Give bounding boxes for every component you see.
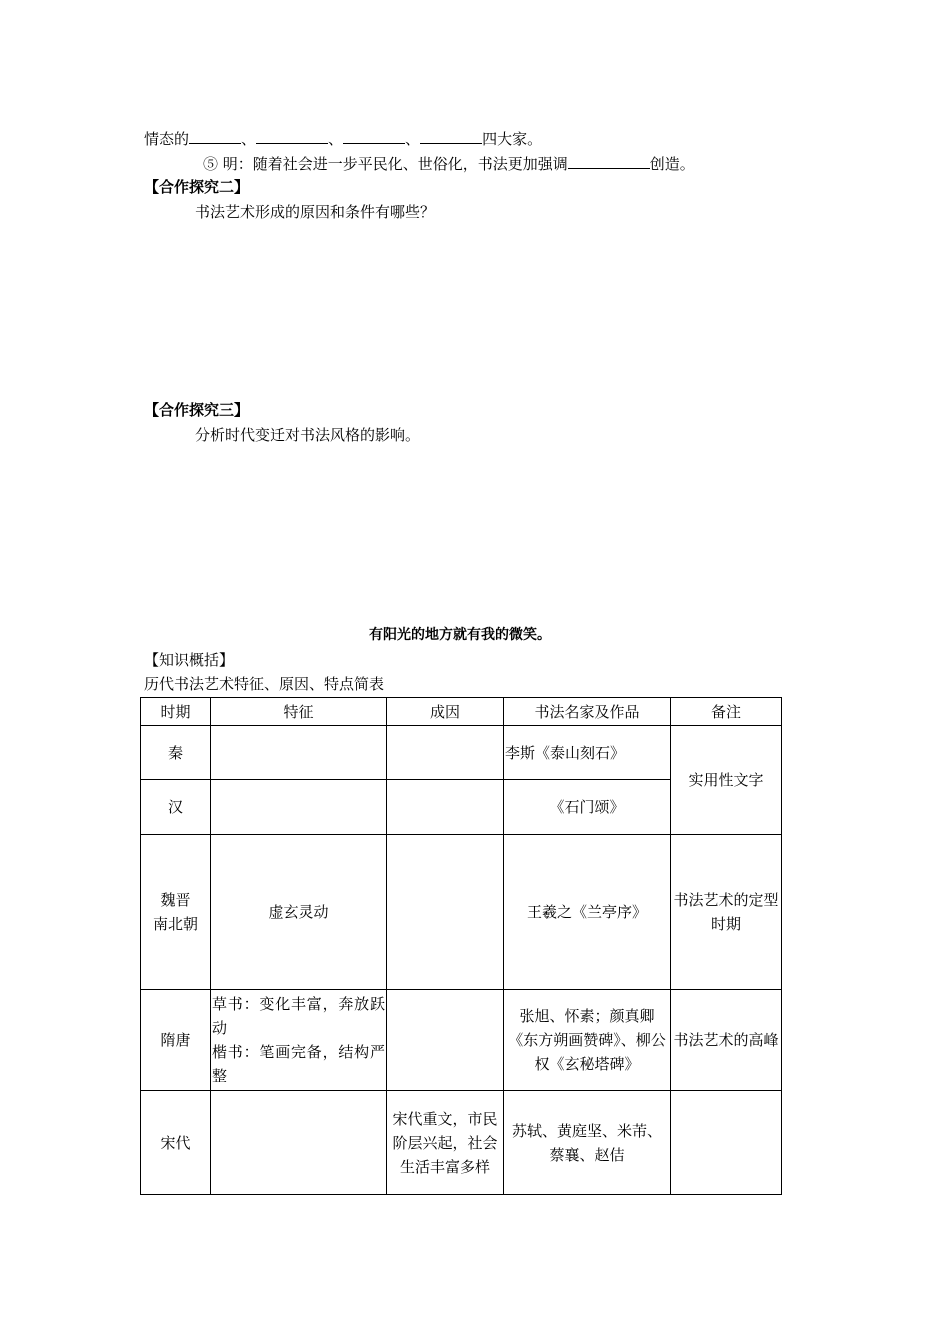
period-cell: 秦 <box>141 726 211 780</box>
line-prefix: 情态的 <box>144 130 190 148</box>
feature-cell[interactable] <box>211 780 387 835</box>
inquiry-three-question: 分析时代变迁对书法风格的影响。 <box>195 426 421 444</box>
answer-blank[interactable] <box>420 127 482 144</box>
table-row <box>141 1091 782 1195</box>
note-cell: 书法艺术的定型时期 <box>671 835 782 990</box>
period-line: 魏晋 <box>160 891 191 909</box>
works-cell: 张旭、怀素；颜真卿《东方朔画赞碑》、柳公权《玄秘塔碑》 <box>504 990 671 1091</box>
separator: 、 <box>241 130 257 148</box>
note-cell[interactable] <box>671 1091 782 1195</box>
section-heading-knowledge-summary: 【知识概括】 <box>144 651 235 669</box>
motto: 有阳光的地方就有我的微笑。 <box>369 627 551 643</box>
feature-cell <box>211 990 387 1091</box>
answer-blank[interactable] <box>343 127 405 144</box>
cause-cell: 宋代重文，市民阶层兴起，社会生活丰富多样 <box>387 1091 504 1195</box>
note-cell: 书法艺术的高峰 <box>671 990 782 1091</box>
inquiry-two-question: 书法艺术形成的原因和条件有哪些？ <box>195 203 436 221</box>
table-row <box>141 726 782 780</box>
column-header: 备注 <box>671 698 782 726</box>
column-header: 书法名家及作品 <box>504 698 671 726</box>
line-prefix: ⑤ 明：随着社会进一步平民化、世俗化，书法更加强调 <box>203 155 568 173</box>
column-header: 成因 <box>387 698 504 726</box>
answer-blank[interactable] <box>568 152 650 169</box>
works-cell: 王羲之《兰亭序》 <box>504 835 671 990</box>
fill-in-line-ming <box>203 152 695 175</box>
separator: 、 <box>328 130 344 148</box>
works-cell: 苏轼、黄庭坚、米芾、蔡襄、赵佶 <box>504 1091 671 1195</box>
table-header-row <box>141 698 782 726</box>
line-suffix: 创造。 <box>649 155 695 173</box>
cause-cell[interactable] <box>387 835 504 990</box>
period-cell <box>141 835 211 990</box>
feature-cell: 虚玄灵动 <box>211 835 387 990</box>
cause-cell[interactable] <box>387 780 504 835</box>
works-cell: 李斯《泰山刻石》 <box>504 726 671 780</box>
feature-cell[interactable] <box>211 1091 387 1195</box>
answer-blank[interactable] <box>256 127 328 144</box>
feature-regular: 楷书：笔画完备，结构严整 <box>212 1043 385 1085</box>
calligraphy-summary-table <box>140 697 782 1195</box>
table-title: 历代书法艺术特征、原因、特点简表 <box>144 675 385 693</box>
period-cell: 隋唐 <box>141 990 211 1091</box>
cause-cell[interactable] <box>387 990 504 1091</box>
section-heading-inquiry-three: 【合作探究三】 <box>144 401 250 419</box>
answer-blank[interactable] <box>189 127 241 144</box>
period-line: 南北朝 <box>152 915 198 933</box>
fill-in-line-four-masters <box>144 127 542 150</box>
column-header: 时期 <box>141 698 211 726</box>
note-cell: 实用性文字 <box>671 726 782 835</box>
column-header: 特征 <box>211 698 387 726</box>
feature-cell[interactable] <box>211 726 387 780</box>
period-cell: 汉 <box>141 780 211 835</box>
line-suffix: 四大家。 <box>482 130 543 148</box>
works-cell: 《石门颂》 <box>504 780 671 835</box>
cause-cell[interactable] <box>387 726 504 780</box>
feature-cursive: 草书：变化丰富，奔放跃动 <box>212 995 385 1037</box>
table-row <box>141 835 782 990</box>
period-cell: 宋代 <box>141 1091 211 1195</box>
table-row <box>141 990 782 1091</box>
separator: 、 <box>405 130 421 148</box>
section-heading-inquiry-two: 【合作探究二】 <box>144 178 250 196</box>
